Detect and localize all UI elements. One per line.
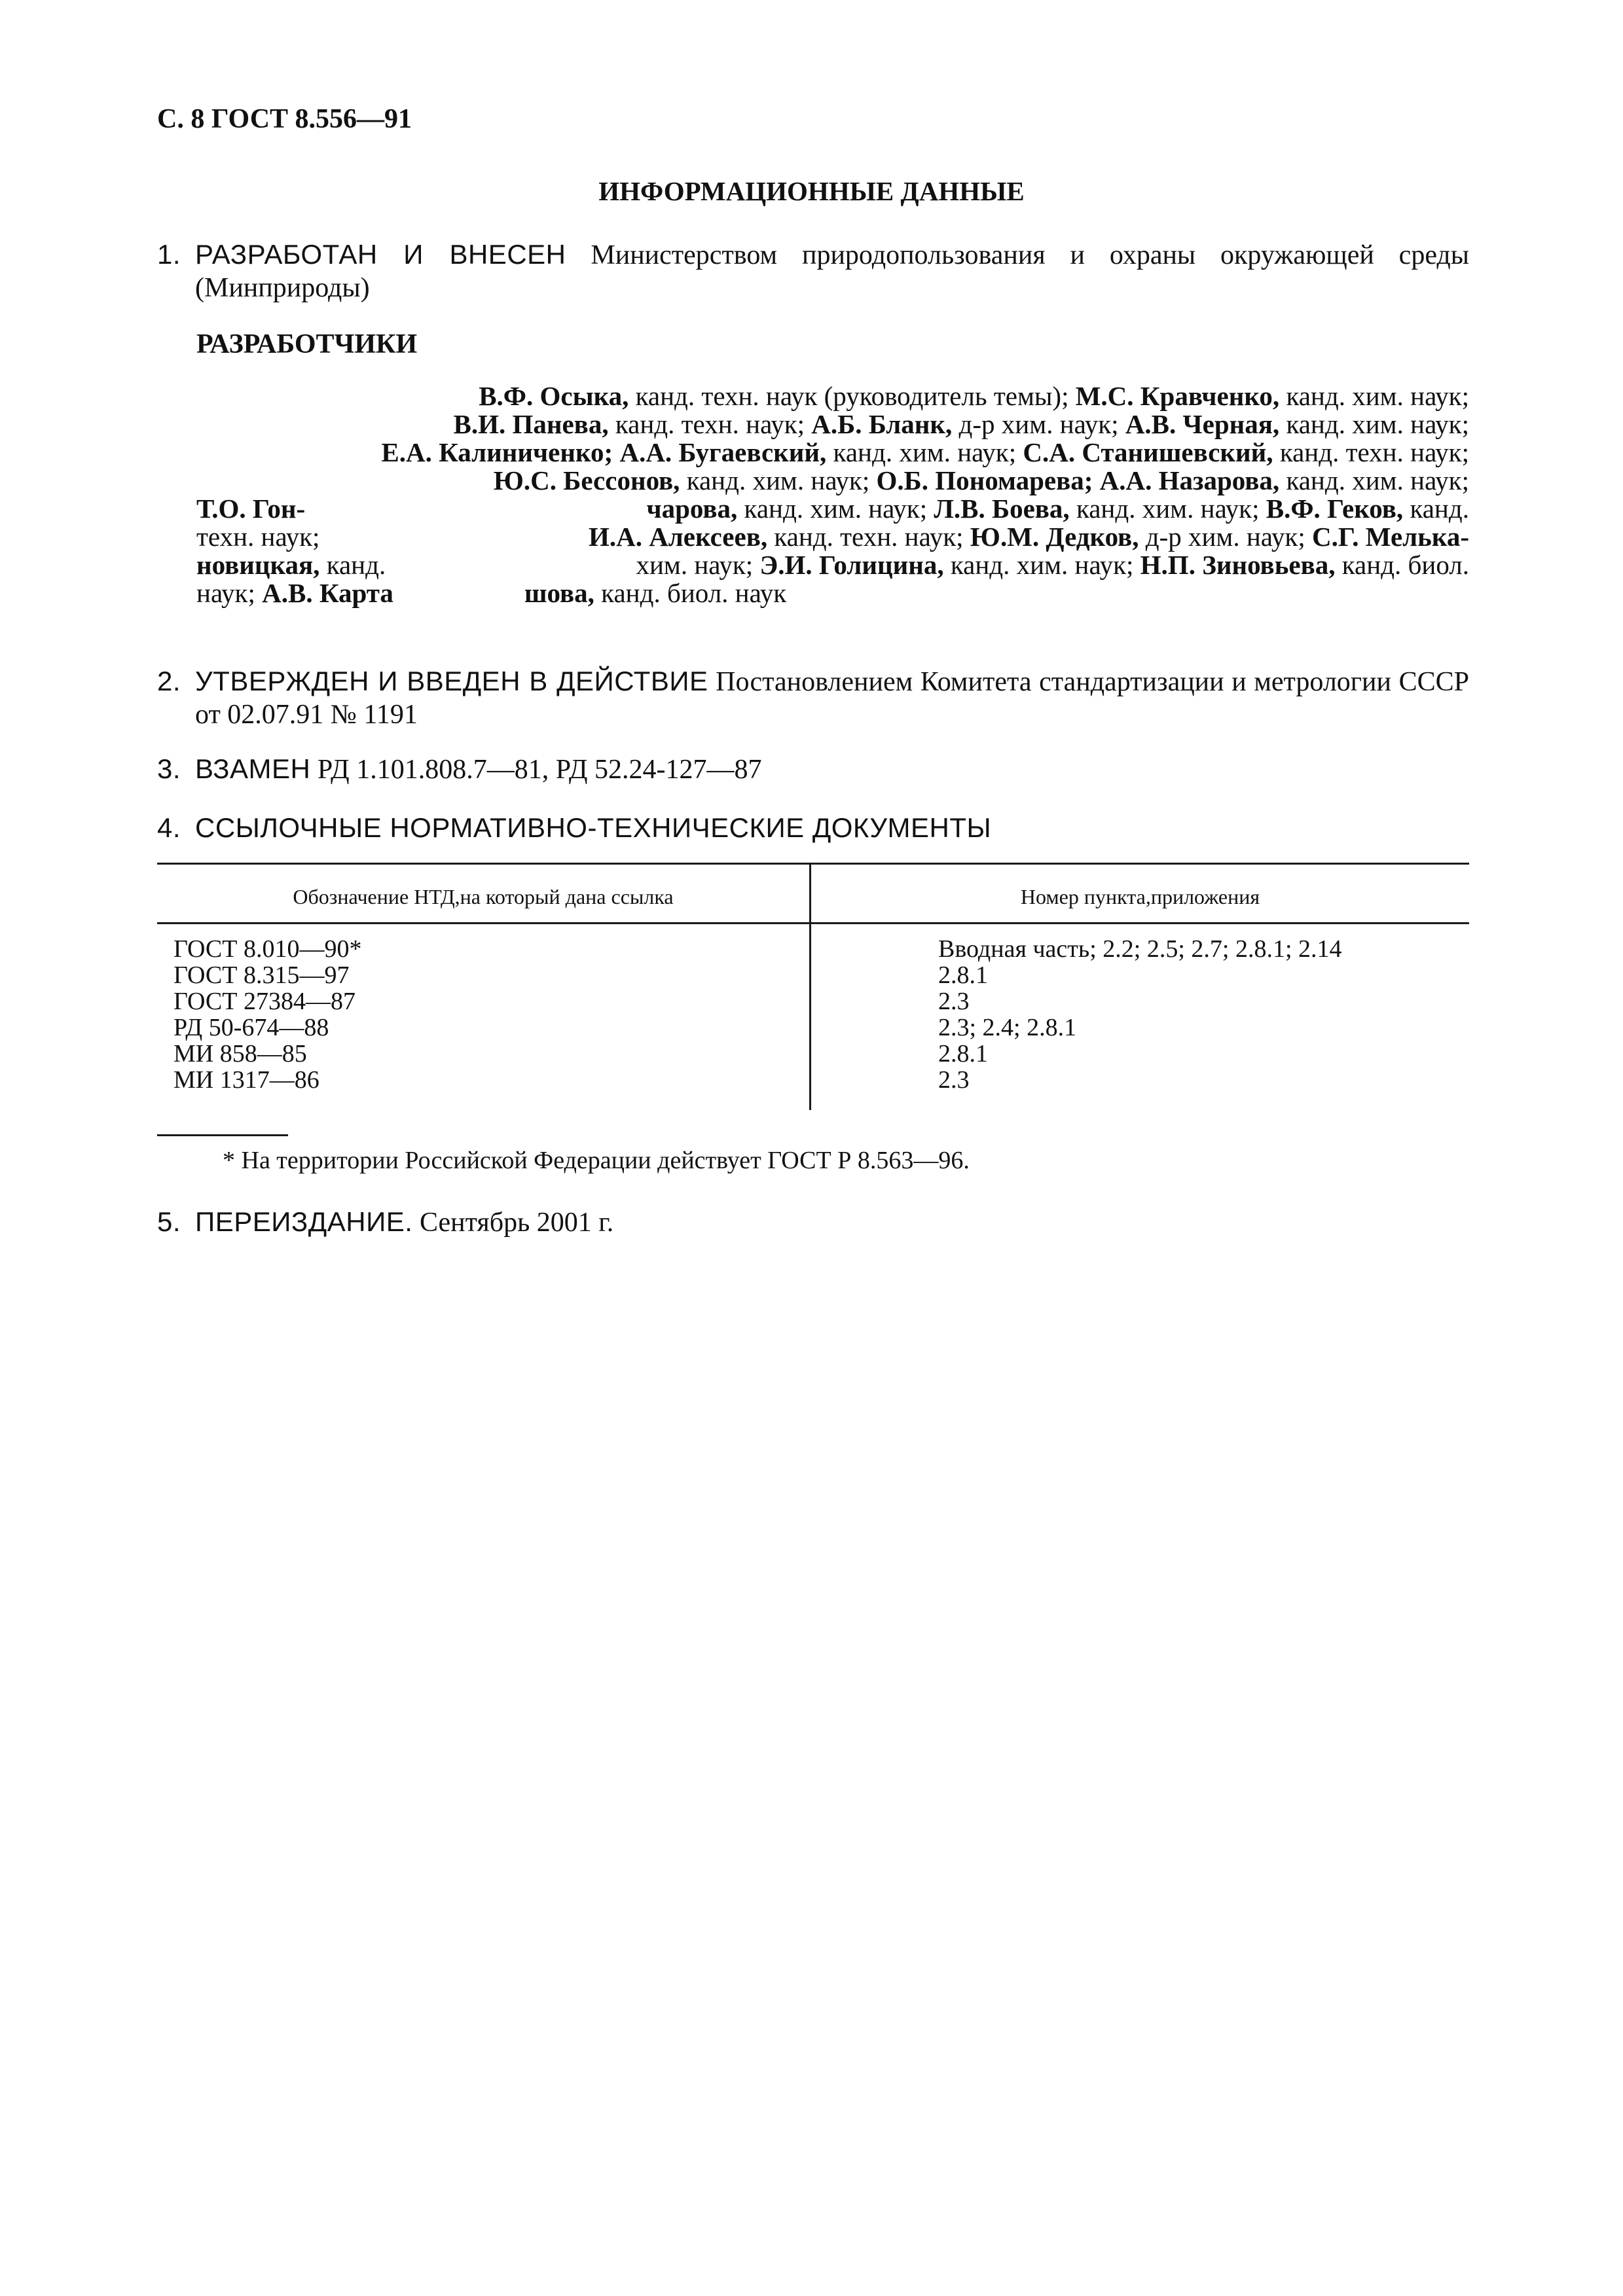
info-item-5	[157, 1206, 1469, 1238]
developers-list-wide	[196, 495, 1469, 607]
item-number: 5.	[157, 1206, 181, 1237]
developer-name: Е.А. Калиниченко; А.А. Бугаевский,	[381, 437, 827, 467]
developer-name: Ю.С. Бессонов,	[493, 465, 680, 495]
table-cell-clause: 2.3	[938, 1066, 970, 1094]
developer-name: А.В. Карта	[262, 578, 393, 608]
table-cell-document: МИ 1317—86	[173, 1066, 319, 1094]
developer-name: И.А. Алексеев,	[588, 522, 768, 552]
page-header: С. 8 ГОСТ 8.556—91	[157, 104, 412, 134]
developer-name: С.А. Станишевский,	[1023, 437, 1273, 467]
info-item-2	[157, 665, 1469, 730]
info-item-3	[157, 753, 1469, 785]
developer-degree: канд. хим. наук;	[1279, 381, 1469, 411]
item-text: Министерством природопользования и охраны окружающей среды (Минприроды)	[195, 240, 1469, 303]
item-body	[195, 753, 1469, 786]
table-column-clauses	[938, 936, 1342, 1093]
item-body	[195, 238, 1469, 304]
item-number: 1.	[157, 239, 181, 270]
developer-degree: канд. техн. наук (руководитель темы);	[629, 381, 1076, 411]
item-text: Сентябрь 2001 г.	[412, 1208, 614, 1238]
document-title: ИНФОРМАЦИОННЫЕ ДАННЫЕ	[598, 176, 1025, 206]
developers-line	[196, 579, 1469, 607]
developer-name: А.В. Черная,	[1125, 409, 1280, 439]
item-lead: РАЗРАБОТАН И ВНЕСЕН	[195, 239, 566, 270]
developer-degree: техн. наук;	[196, 522, 320, 552]
item-lead: ВЗАМЕН	[195, 753, 311, 784]
table-cell-clause: 2.3; 2.4; 2.8.1	[938, 1014, 1077, 1041]
developer-degree: канд. хим. наук;	[1279, 465, 1469, 495]
developer-name: В.Ф. Осыка,	[479, 381, 629, 411]
item-lead: ПЕРЕИЗДАНИЕ.	[195, 1206, 413, 1237]
developer-degree: канд. хим. наук;	[1069, 493, 1266, 524]
developer-name: В.И. Панева,	[453, 409, 609, 439]
table-cell-document: ГОСТ 8.010—90*	[173, 935, 362, 963]
developer-degree: канд.	[319, 550, 386, 580]
item-body	[195, 812, 1469, 845]
table-cell-document: ГОСТ 27384—87	[173, 988, 356, 1015]
developers-line	[196, 467, 1469, 495]
developer-name: Л.В. Боева,	[934, 493, 1070, 524]
table-cell-clause: 2.8.1	[938, 961, 988, 989]
developer-degree: д-р хим. наук;	[1139, 522, 1312, 552]
developer-degree: канд. биол. наук	[594, 578, 787, 608]
developer-degree: канд. хим. наук;	[737, 493, 934, 524]
developer-degree: канд. хим. наук;	[680, 465, 877, 495]
table-cell-clause: 2.8.1	[938, 1040, 988, 1067]
developer-name: чарова,	[646, 493, 738, 524]
item-body	[195, 1206, 1469, 1239]
developers-line	[196, 382, 1469, 410]
table-top-rule	[157, 863, 1469, 865]
developer-degree: канд. хим. наук;	[1279, 409, 1469, 439]
item-number: 4.	[157, 812, 181, 843]
info-item-1	[157, 238, 1469, 304]
developers-line	[196, 410, 1469, 439]
developer-name: Ю.М. Дедков,	[970, 522, 1139, 552]
developer-degree: канд. техн. наук;	[767, 522, 970, 552]
table-header-rule	[157, 922, 1469, 924]
developers-list	[196, 382, 1469, 495]
developer-name: Э.И. Голицина,	[759, 550, 944, 580]
developer-name: Т.О. Гон-	[196, 493, 306, 524]
developer-degree: канд. хим. наук;	[943, 550, 1140, 580]
footnote: * На территории Российской Федерации действует ГОСТ Р 8.563—96.	[223, 1147, 970, 1174]
table-header-clause: Номер пункта,приложения	[1020, 885, 1260, 908]
developers-line	[196, 439, 1469, 467]
developers-heading: РАЗРАБОТЧИКИ	[196, 329, 418, 359]
developers-line	[196, 551, 1469, 579]
developer-name: В.Ф. Геков,	[1266, 493, 1404, 524]
table-column-documents	[173, 936, 362, 1093]
item-lead: ССЫЛОЧНЫЕ НОРМАТИВНО-ТЕХНИЧЕСКИЕ ДОКУМЕНТЫ	[195, 812, 992, 843]
developer-degree: канд. биол.	[1335, 550, 1469, 580]
developers-line	[196, 495, 1469, 523]
developer-name: М.С. Кравченко,	[1075, 381, 1280, 411]
table-cell-clause: Вводная часть; 2.2; 2.5; 2.7; 2.8.1; 2.14	[938, 935, 1342, 963]
item-lead: УТВЕРЖДЕН И ВВЕДЕН В ДЕЙСТВИЕ	[195, 666, 708, 696]
developer-degree: канд. техн. наук;	[1273, 437, 1469, 467]
item-number: 2.	[157, 666, 181, 696]
table-cell-document: РД 50-674—88	[173, 1014, 329, 1041]
item-number: 3.	[157, 753, 181, 784]
developer-degree: канд. техн. наук;	[608, 409, 812, 439]
developer-name: шова,	[524, 578, 594, 608]
info-item-4	[157, 812, 1469, 844]
developer-degree: канд. хим. наук;	[826, 437, 1023, 467]
table-cell-document: ГОСТ 8.315—97	[173, 961, 350, 989]
item-text: РД 1.101.808.7—81, РД 52.24-127—87	[310, 755, 762, 785]
developer-degree: наук;	[196, 578, 263, 608]
table-cell-document: МИ 858—85	[173, 1040, 307, 1067]
developer-degree: д-р хим. наук;	[952, 409, 1125, 439]
developer-name: Н.П. Зиновьева,	[1140, 550, 1336, 580]
reference-table	[157, 863, 1469, 1110]
developer-degree: канд.	[1403, 493, 1469, 524]
developer-name: А.Б. Бланк,	[811, 409, 953, 439]
footnote-rule	[157, 1134, 288, 1136]
developers-line	[196, 523, 1469, 551]
item-body	[195, 665, 1469, 731]
developer-name: О.Б. Пономарева; А.А. Назарова,	[876, 465, 1280, 495]
developer-name: С.Г. Мелька-	[1311, 522, 1469, 552]
developer-name: новицкая,	[196, 550, 320, 580]
table-header-document: Обозначение НТД,на который дана ссылка	[293, 885, 674, 908]
developer-degree: хим. наук;	[636, 550, 760, 580]
table-cell-clause: 2.3	[938, 988, 970, 1015]
item-text: Постановлением Комитета стандартизации и метрологии СССР от 02.07.91 № 1191	[195, 667, 1469, 730]
